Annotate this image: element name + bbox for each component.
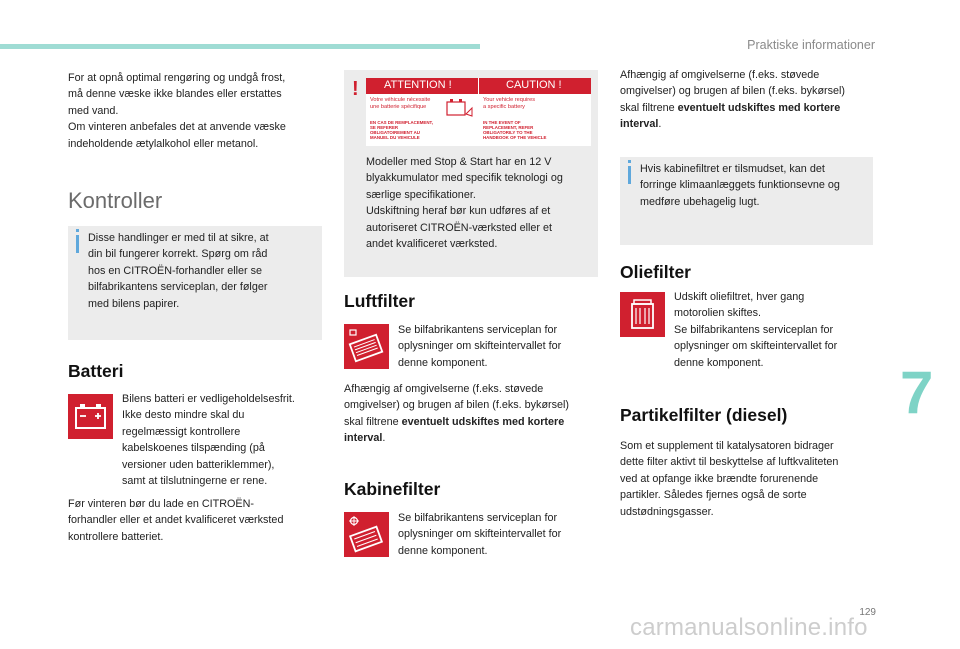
text-line: ved at opfange ikke brændte forurenende [620,472,819,485]
text-line: hos en CITROËN-forhandler eller se [88,264,263,277]
text-line: andet kvalificeret værksted. [366,238,498,251]
text-line: oplysninger om skifteintervallet for [674,340,838,353]
text-line: blyakkumulator med specifik teknologi og [366,172,563,185]
text-line [344,430,602,446]
text-line: Bilens batteri er vedligeholdelsesfrit. [122,393,295,405]
kabinefilter-paragraph [398,510,598,559]
text-line: Disse handlinger er med til at sikre, at [88,232,269,244]
text-line: OBLIGATORILY TO THE [483,130,533,135]
text-line: Afhængig af omgivelserne (f.eks. støvede [620,69,820,81]
text-span: . [658,118,662,131]
kabinefilter-info-note [620,157,873,245]
text-line: oplysninger om skifteintervallet for [398,340,562,353]
text-line [344,414,602,430]
battery-warning-icon [444,96,474,122]
text-line: OBLIGATOIREMENT AU [370,130,420,135]
text-line: regelmæssigt kontrollere [122,425,241,438]
luftfilter-paragraph [398,322,598,371]
batteri-winter-paragraph [68,496,324,545]
chapter-number: 7 [900,359,934,426]
text-line: udstødningsgasser. [620,505,714,518]
text-line: HANDBOOK OF THE VEHICLE [483,135,547,140]
batteri-paragraph [122,391,322,489]
section-header-title: Praktiske informationer [747,38,875,52]
text-span: skal filtrene [344,415,402,428]
cabin-filter-icon [344,512,389,557]
oliefilter-heading: Oliefilter [620,262,691,282]
partikelfilter-paragraph [620,438,880,520]
text-line: med bilens papirer. [88,297,180,310]
battery-icon [68,394,113,439]
text-line: medføre ubehagelig lugt. [640,195,760,208]
text-line: Your vehicle requires [483,97,536,103]
oil-filter-icon [620,292,665,337]
watermark-text: carmanualsonline.info [630,614,868,641]
text-line: din bil fungerer korrekt. Spørg om råd [88,248,268,261]
text-line: denne komponent. [398,544,488,557]
kontroller-heading: Kontroller [68,188,163,213]
text-line: For at opnå optimal rengøring og undgå frost, [68,72,286,84]
text-line: Se bilfabrikantens serviceplan for [398,512,558,524]
battery-caution-label [366,78,591,146]
text-line: omgivelser) og brugen af bilen (f.eks. bykørsel) [344,399,570,412]
batteri-heading: Batteri [68,361,124,381]
text-line: forhandler eller et andet kvalificeret værksted [68,514,284,527]
info-icon [76,235,79,253]
bold-text: eventuelt udskiftes med kortere [677,101,841,114]
text-line: EN CAS DE REMPLACEMENT, [370,120,433,125]
label-divider [478,78,479,146]
text-line: a specific battery [483,103,525,110]
page-number: 129 [859,607,876,618]
text-line: denne komponent. [674,356,764,369]
label-fr-text [370,97,430,110]
text-line: Som et supplement til katalysatoren bidrager [620,440,834,452]
kabinefilter-extra-paragraph [620,67,878,133]
luftfilter-heading: Luftfilter [344,291,415,311]
header-accent-bar [0,44,480,49]
info-icon [628,166,631,184]
note-text [640,161,867,210]
text-line: MANUEL DU VEHICULE [370,135,420,140]
text-line: Udskift oliefiltret, hver gang [674,291,805,303]
text-line: Votre véhicule nécessite [370,97,431,103]
chapter-tab [882,338,960,538]
text-line: bilfabrikantens serviceplan, der følger [88,281,268,294]
text-line: Se bilfabrikantens serviceplan for [398,324,558,336]
text-span: . [382,432,386,445]
text-line: Se bilfabrikantens serviceplan for [674,323,834,336]
label-fr-small-text [370,120,433,140]
text-line: autoriseret CITROËN-værksted eller et [366,221,552,234]
intro-paragraph [68,70,318,152]
partikelfilter-heading: Partikelfilter (diesel) [620,405,788,425]
luftfilter-extra-paragraph [344,381,602,447]
text-line: med vand. [68,104,119,117]
text-line: Før vinteren bør du lade en CITROËN- [68,498,255,510]
text-line: IN THE EVENT OF [483,120,521,125]
text-line: omgivelser) og brugen af bilen (f.eks. bykørsel) [620,85,846,98]
text-line: denne komponent. [398,356,488,369]
label-en-text [483,97,535,110]
text-line [620,100,878,116]
note-text [88,230,316,312]
stop-start-warning-box [344,70,598,277]
text-line: REPLACEMENT, REFER [483,125,534,130]
text-line: Afhængig af omgivelserne (f.eks. støvede [344,383,544,395]
text-line: Udskiftning heraf bør kun udføres af et [366,205,551,218]
text-line: Modeller med Stop & Start har en 12 V [366,156,552,168]
text-line: versioner uden batteriklemmer), [122,458,275,471]
oliefilter-paragraph [674,289,874,371]
text-line: Hvis kabinefiltret er tilsmudset, kan det [640,163,825,175]
text-line: kontrollere batteriet. [68,530,164,543]
bold-text: eventuelt udskiftes med kortere [401,415,565,428]
stop-start-text [366,154,592,252]
warning-exclamation-icon: ! [352,78,359,100]
label-fr-title: ATTENTION ! [384,79,452,91]
text-line: må denne væske ikke blandes eller erstattes [68,88,282,101]
kontroller-info-note [68,226,322,340]
text-line: indeholdende ætylalkohol eller metanol. [68,137,259,150]
text-line: oplysninger om skifteintervallet for [398,528,562,541]
label-en-small-text [483,120,546,140]
text-line: samt at tilslutningerne er rene. [122,475,268,488]
bold-text: interval [344,432,383,445]
text-line: motorolien skiftes. [674,307,762,320]
air-filter-icon [344,324,389,369]
text-line: une batterie spécifique [370,103,427,110]
text-line: Om vinteren anbefales det at anvende væske [68,121,286,134]
text-line: forringe klimaanlæggets funktionsevne og [640,179,840,192]
bold-text: interval [620,118,659,131]
text-line: Ikke desto mindre skal du [122,409,245,422]
text-line [620,116,878,132]
text-line: kabelskoenes tilspænding (på [122,442,265,455]
text-line: partikler. Således fjernes også de sorte [620,489,807,502]
kabinefilter-heading: Kabinefilter [344,479,441,499]
label-en-title: CAUTION ! [506,79,562,91]
text-line: særlige specifikationer. [366,188,476,201]
text-line: SE REFERER [370,125,399,130]
text-span: skal filtrene [620,101,678,114]
text-line: dette filter aktivt til beskyttelse af luftkvaliteten [620,456,839,469]
